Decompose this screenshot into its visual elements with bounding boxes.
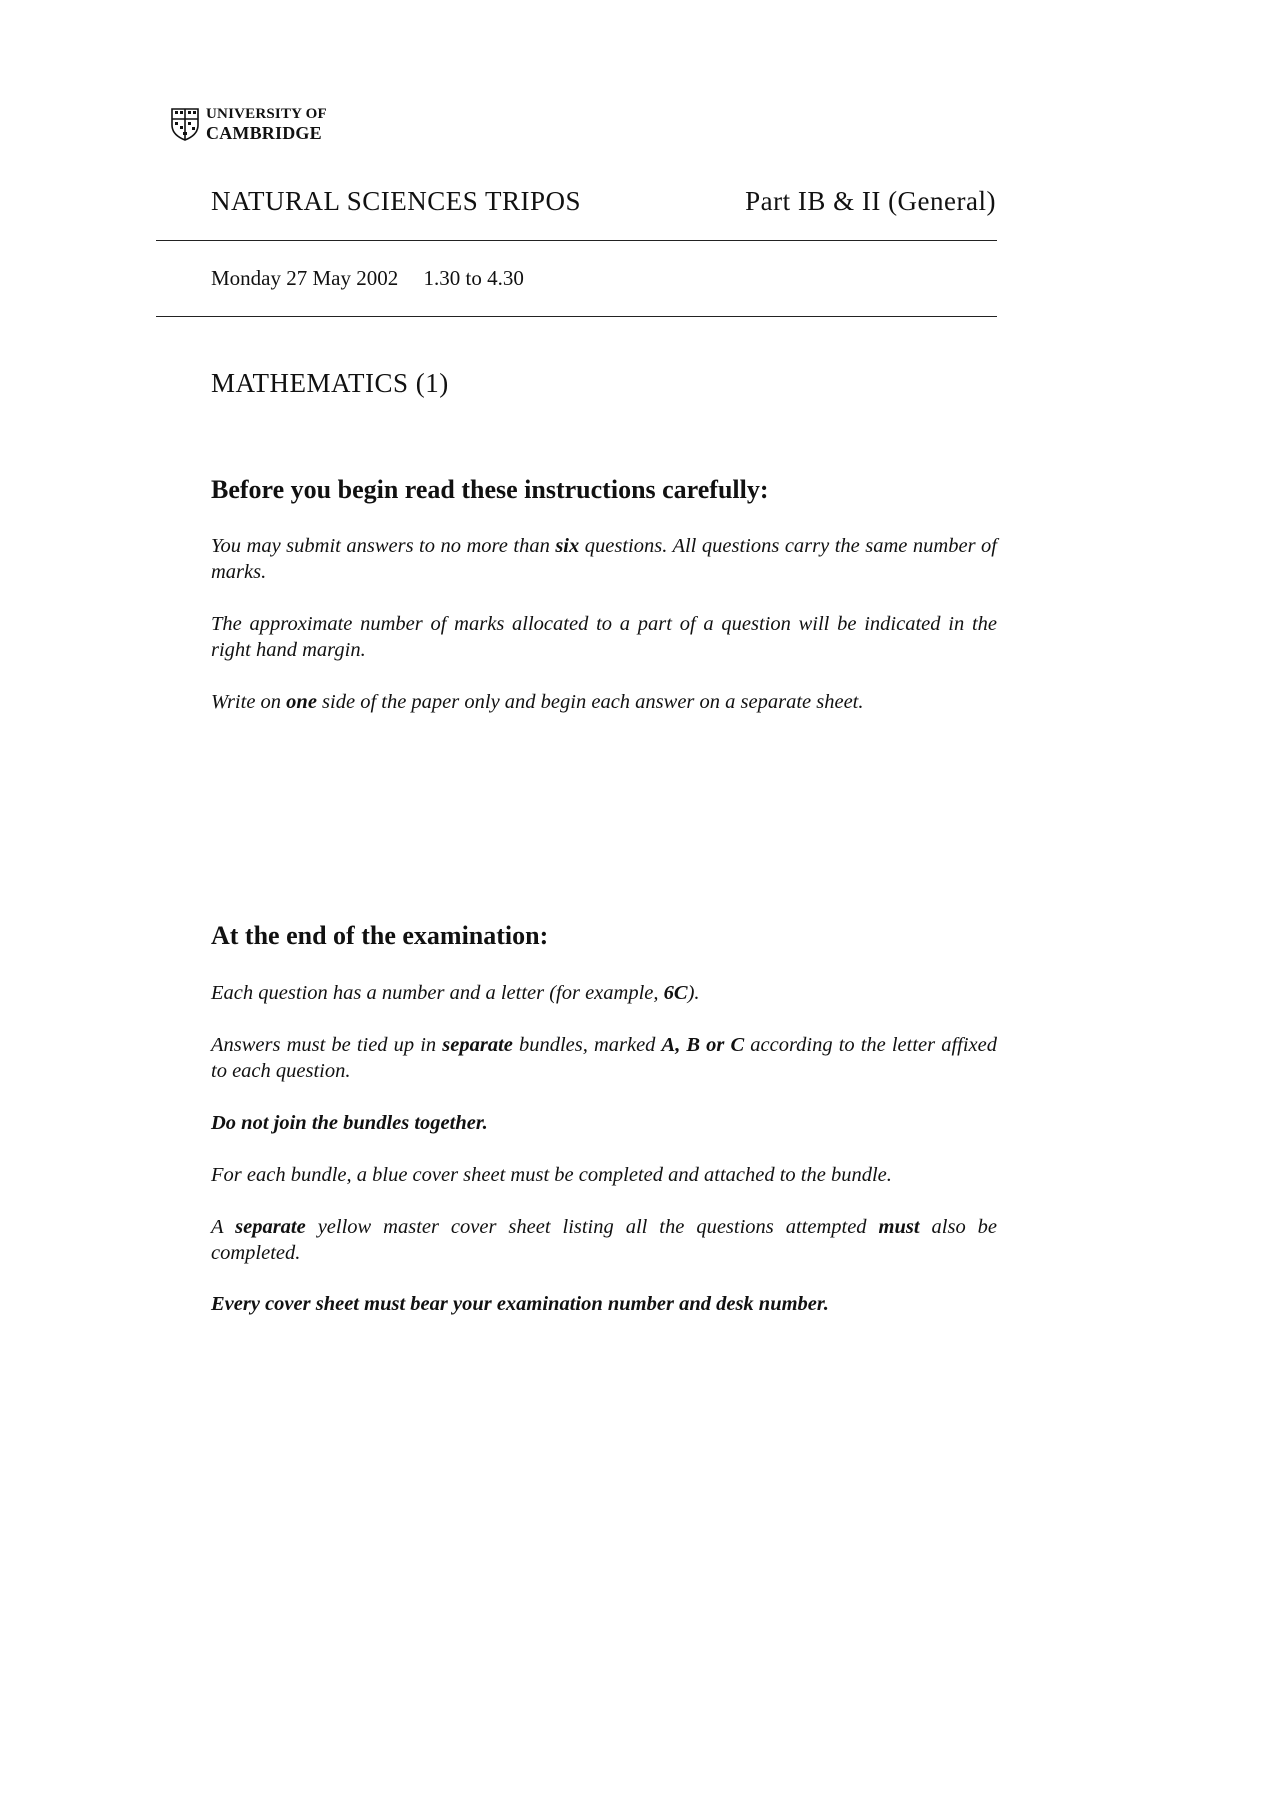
exam-time: 1.30 to 4.30	[423, 266, 524, 290]
logo-text	[206, 105, 327, 143]
instruction-marks: The approximate number of marks allocated to a part of a question will be indicated in the right hand margin.	[211, 613, 997, 661]
date-divider	[156, 316, 997, 317]
instruction-bundles: Answers must be tied up in separate bundles, marked A, B or C according to the letter affixed to each question.	[211, 1034, 997, 1082]
instruction-question-letter: Each question has a number and a letter (for example, 6C).	[211, 982, 700, 1004]
university-crest-icon	[170, 107, 200, 141]
header-divider	[156, 240, 997, 241]
instructions-heading: Before you begin read these instructions carefully:	[211, 475, 769, 504]
exam-subject: MATHEMATICS (1)	[211, 368, 449, 398]
exam-date-line	[211, 266, 524, 291]
end-heading: At the end of the examination:	[211, 921, 549, 950]
university-logo	[170, 105, 327, 143]
instruction-yellow-cover: A separate yellow master cover sheet listing all the questions attempted must also be completed.	[211, 1216, 998, 1264]
tripos-title: NATURAL SCIENCES TRIPOS	[211, 186, 582, 216]
instruction-one-side: Write on one side of the paper only and begin each answer on a separate sheet.	[211, 691, 864, 713]
exam-header	[211, 186, 996, 217]
instruction-cover-sheet-number: Every cover sheet must bear your examination number and desk number.	[211, 1293, 829, 1315]
logo-line-2: CAMBRIDGE	[206, 123, 322, 143]
exam-date: Monday 27 May 2002	[211, 266, 399, 290]
part-title: Part IB & II (General)	[745, 186, 996, 216]
instruction-blue-cover: For each bundle, a blue cover sheet must be completed and attached to the bundle.	[211, 1164, 892, 1186]
instruction-do-not-join: Do not join the bundles together.	[211, 1112, 488, 1134]
instruction-question-limit: You may submit answers to no more than six questions. All questions carry the same number of marks.	[211, 535, 997, 583]
logo-line-1: UNIVERSITY OF	[206, 106, 327, 122]
